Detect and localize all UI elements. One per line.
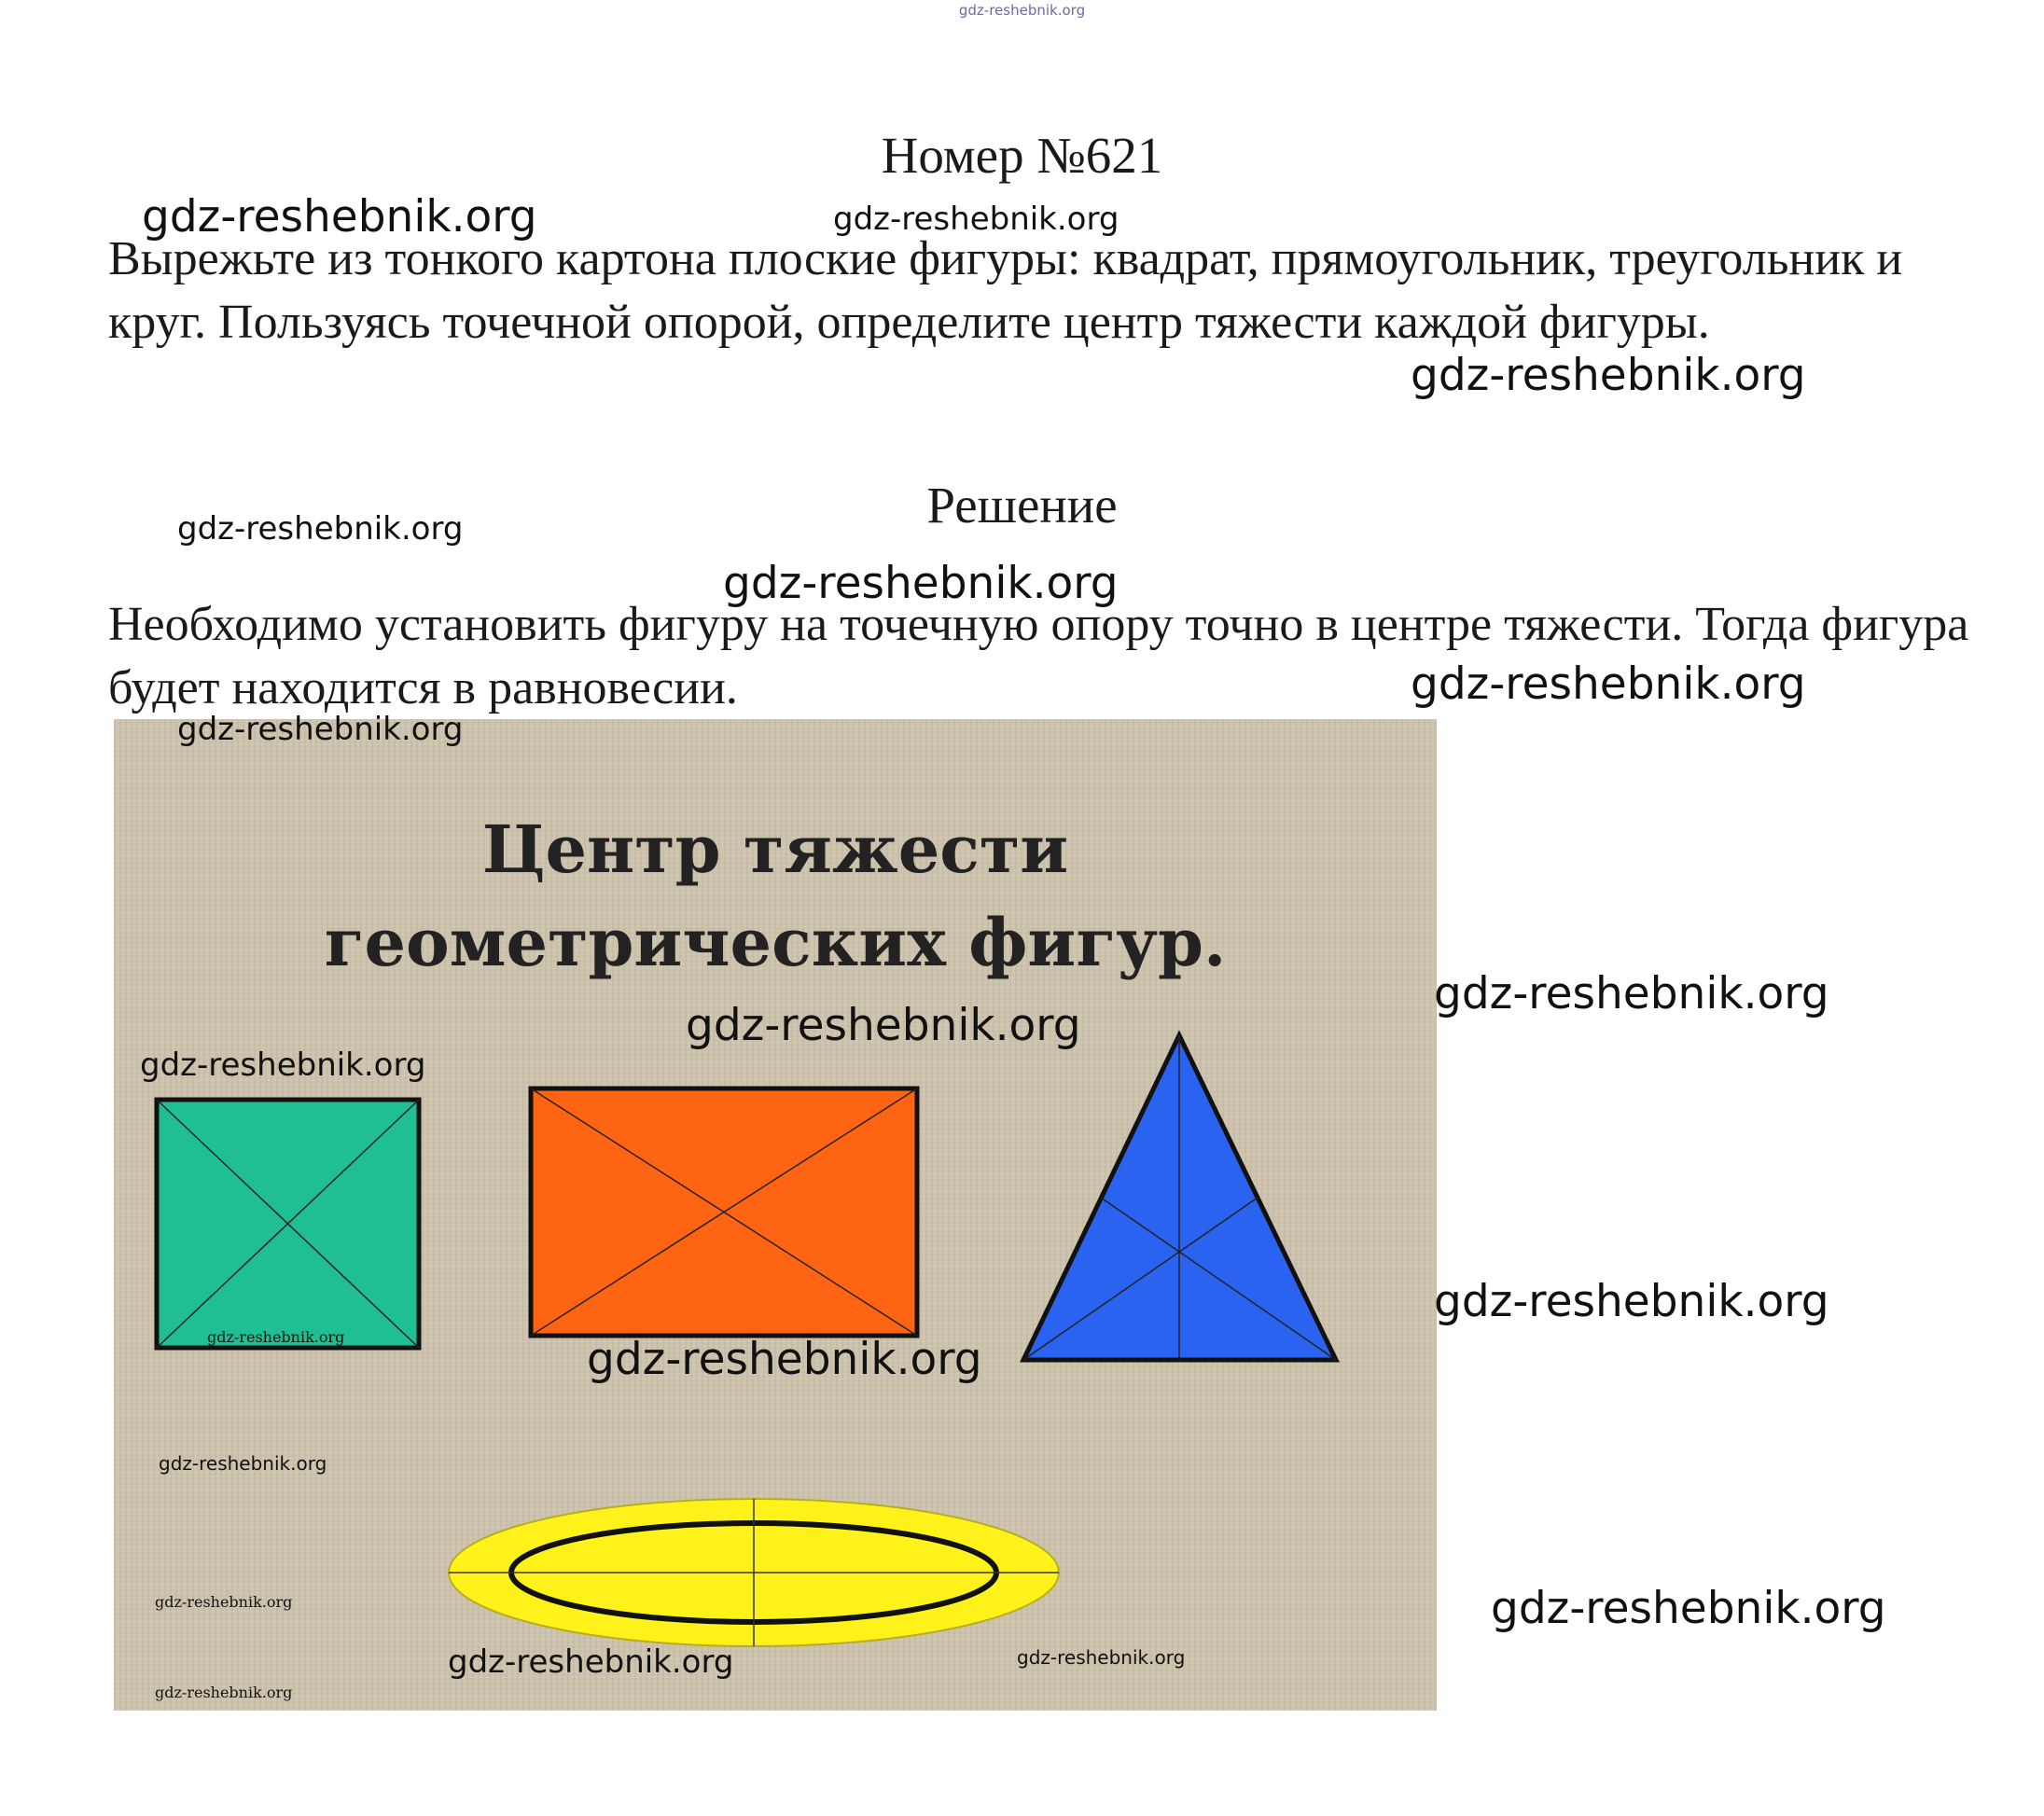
watermark: gdz-reshebnik.org [587, 1334, 982, 1385]
watermark: gdz-reshebnik.org [155, 1684, 293, 1701]
watermark: gdz-reshebnik.org [1411, 658, 1806, 710]
watermark: gdz-reshebnik.org [1411, 350, 1806, 401]
watermark: gdz-reshebnik.org [142, 191, 537, 243]
watermark: gdz-reshebnik.org [723, 558, 1119, 609]
watermark: gdz-reshebnik.org [177, 510, 464, 548]
center-of-gravity-figure [114, 719, 1437, 1711]
task-text: Вырежьте из тонкого картона плоские фигуры: квадрат, прямоугольник, треугольник и круг. Пользуясь точечной опорой, определите центр тяжести каждой фигуры. [108, 232, 1903, 349]
figure-title-line2: геометрических фигур. [324, 904, 1227, 981]
watermark: gdz-reshebnik.org [1491, 1583, 1886, 1634]
watermark: gdz-reshebnik.org [140, 1047, 426, 1084]
header-watermark: gdz-reshebnik.org [958, 2, 1086, 19]
watermark: gdz-reshebnik.org [159, 1452, 327, 1475]
watermark: gdz-reshebnik.org [686, 1000, 1081, 1051]
watermark: gdz-reshebnik.org [155, 1593, 293, 1611]
watermark: gdz-reshebnik.org [207, 1328, 345, 1346]
solution-text: Необходимо установить фигуру на точечную опору точно в центре тяжести. Тогда фигура будет находится в равновесии. [108, 598, 1969, 714]
figure-title-line1: Центр тяжести [481, 811, 1069, 888]
watermark: gdz-reshebnik.org [448, 1643, 734, 1681]
watermark: gdz-reshebnik.org [1434, 968, 1829, 1019]
watermark: gdz-reshebnik.org [1017, 1646, 1186, 1669]
watermark: gdz-reshebnik.org [177, 711, 464, 748]
page-title: Номер №621 [881, 127, 1163, 184]
watermark: gdz-reshebnik.org [833, 201, 1119, 238]
watermark: gdz-reshebnik.org [1434, 1276, 1829, 1327]
solution-heading: Решение [926, 477, 1118, 534]
